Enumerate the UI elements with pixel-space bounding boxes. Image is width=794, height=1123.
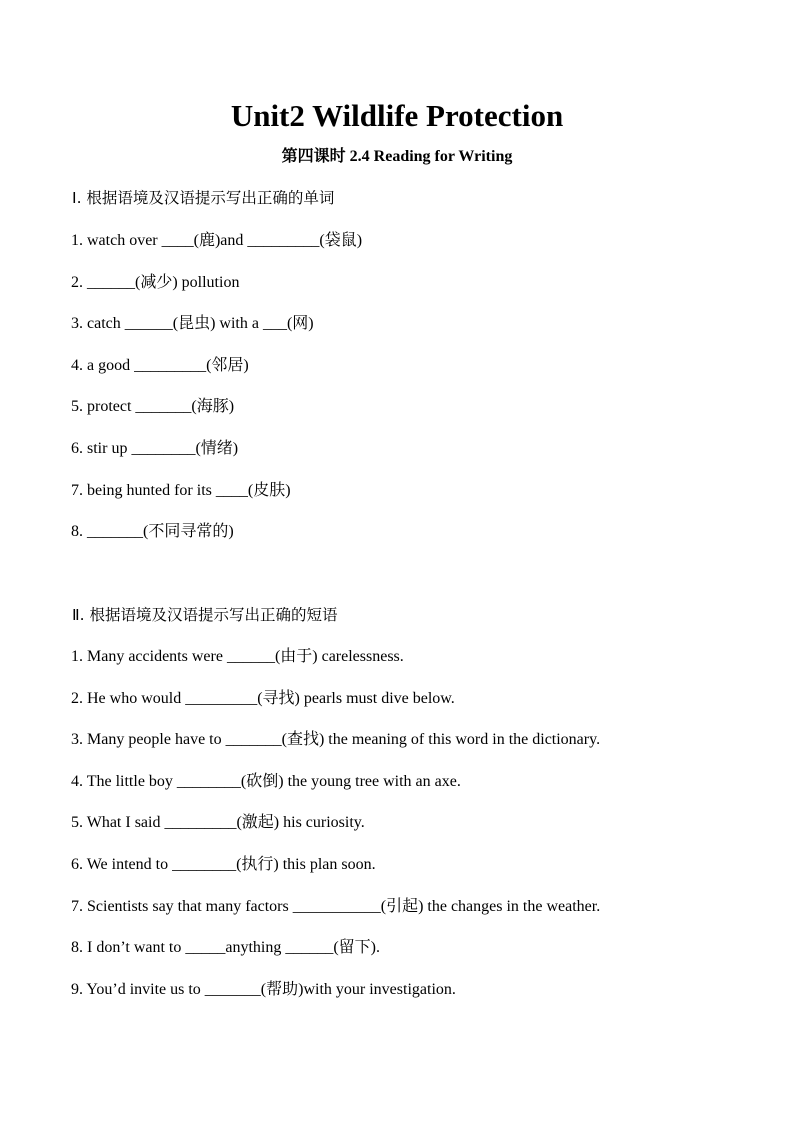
section-1-item-4: 4. a good _________(邻居) [71, 357, 249, 374]
section-1-item-6: 6. stir up ________(情绪) [71, 440, 239, 457]
section-2-heading: Ⅱ. 根据语境及汉语提示写出正确的短语 [72, 606, 338, 624]
section-2-item-1: 1. Many accidents were ______(由于) carelessness. [71, 648, 404, 665]
section-1-item-3: 3. catch ______(昆虫) with a ___(网) [71, 315, 314, 332]
section-1-item-5: 5. protect _______(海豚) [71, 398, 235, 415]
section-1-item-2: 2. ______(减少) pollution [71, 274, 240, 291]
section-2-item-3: 3. Many people have to _______(查找) the meaning of this word in the dictionary. [71, 731, 601, 748]
document-title: Unit2 Wildlife Protection [230, 98, 564, 133]
section-1-item-1: 1. watch over ____(鹿)and _________(袋鼠) [71, 232, 363, 249]
section-1-item-7: 7. being hunted for its ____(皮肤) [71, 482, 291, 499]
section-2-item-6: 6. We intend to ________(执行) this plan soon. [71, 856, 376, 873]
section-2-item-4: 4. The little boy ________(砍倒) the young tree with an axe. [71, 773, 461, 790]
document-subtitle: 第四课时 2.4 Reading for Writing [281, 148, 513, 165]
section-1-item-8: 8. _______(不同寻常的) [71, 523, 234, 540]
section-2-item-9: 9. You’d invite us to _______(帮助)with your investigation. [71, 981, 456, 998]
section-2-item-7: 7. Scientists say that many factors ___________(引起) the changes in the weather. [71, 898, 601, 915]
section-2-item-8: 8. I don’t want to _____anything ______(留下). [71, 939, 381, 956]
section-1-heading: Ⅰ. 根据语境及汉语提示写出正确的单词 [72, 189, 335, 207]
section-2-item-5: 5. What I said _________(激起) his curiosity. [71, 814, 365, 831]
section-2-item-2: 2. He who would _________(寻找) pearls must dive below. [71, 690, 455, 707]
